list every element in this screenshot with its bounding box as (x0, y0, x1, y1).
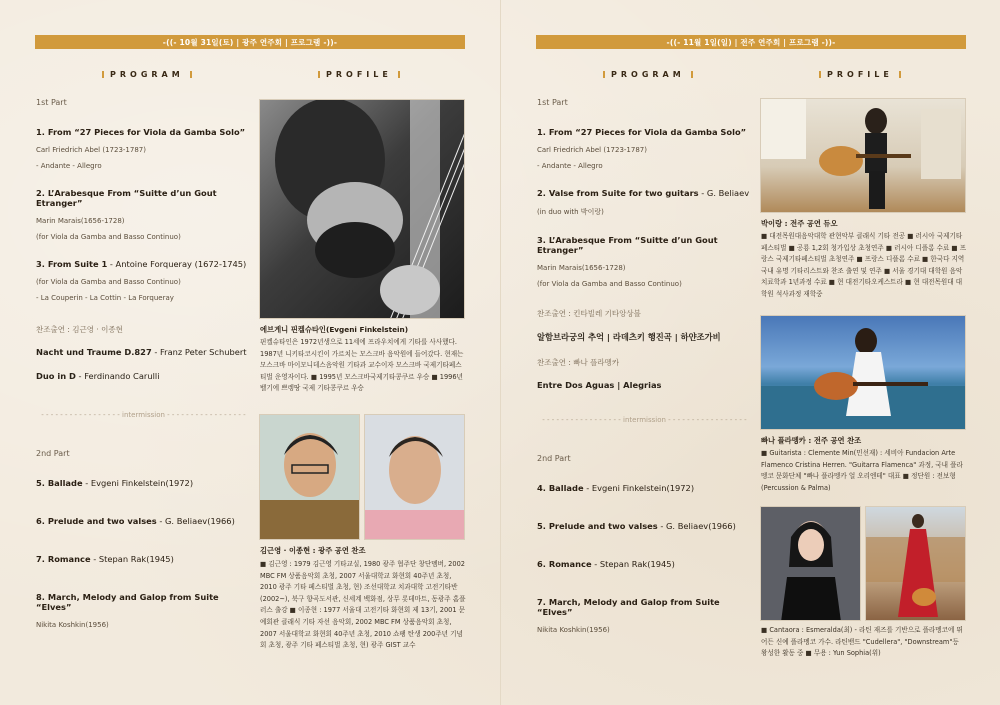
program-item (537, 521, 752, 531)
item-sub: (for Viola da Gamba and Basso Continuo) (537, 280, 682, 288)
item-title: 4. Ballade - Evgeni Finkelstein(1972) (537, 483, 695, 493)
profile1-title: 에브게니 핀켈슈타인(Evgeni Finkelstein) (260, 325, 409, 334)
cantaora-photo (760, 506, 861, 621)
kim-photo (259, 414, 360, 540)
lee-photo (364, 414, 465, 540)
dancer-photo (865, 506, 966, 621)
item-sub: (in duo with 박이랑) (537, 208, 604, 216)
item-title: 1. From “27 Pieces for Viola da Gamba Solo” (36, 127, 246, 137)
item-title: 6. Romance - Stepan Rak(1945) (537, 559, 675, 569)
item-sub: Nikita Koshkin(1956) (537, 626, 610, 634)
profile2-title: 김근영 · 이종현 : 광주 공연 찬조 (260, 546, 366, 555)
program-item (36, 259, 251, 302)
profile1-body: 핀켈슈타인은 1972년생으로 11세에 프라우치에게 기타를 사사했다. 1987년 니키타코시킨이 가르치는 모스크바 음악원에 들어갔다. 현재는 모스크바 마이모니데스음악원 기타과 교수이자 모스크바 국제기타페스티벌 운영자이다. ■ 1995년 모스크바국제기타콩쿠르 우승 ■ 1996년 벨기에 쁘렝땅 국제 기타콩쿠르 우승 (260, 338, 464, 393)
item-sub: - Andante - Allegro (36, 162, 102, 170)
item-title: 5. Prelude and two valses - G. Beliaev(1966) (537, 521, 736, 531)
item-title: 2. L’Arabesque From “Suitte d’un Gout Etranger” (36, 188, 217, 208)
profile1-body: ■ 대전목원대음악대학 관현악부 클래식 기타 전공 ■ 러시아 국제기타 페스티벌 ■ 공룡 1,2회 청가입상 초청연주 ■ 러시아 디플롬 수료 ■ 프랑스 국제기타페스티벌 초청연주 ■ 프랑스 디플롬 수료 ■ 한국다 지역 국내 유명 기타리스트와 찬조 출연 및 연주 ■ 서울 경기대 대학원 음악치료학과 1년과정 수료 ■ 현 대전기타오케스트라 ■ 현 대전목원대 대학원 석사과정 재학중 (761, 232, 967, 298)
item-title: 8. March, Melody and Galop from Suite “Elves” (36, 592, 219, 612)
profile3-body: ■ Cantaora : Esmeralda(최) - 라틴 재즈를 기반으로 플라멩코에 뛰어든 신예 플라멩코 가수. 라틴밴드 "Cudellera", "Downstream"등 왕성한 활동 중 ■ 무용 : Yun Sophia(위) (761, 626, 963, 658)
guest-label: 찬조출연 : 김근영 · 이종현 (36, 325, 123, 334)
item-sub: - La Couperin - La Cottin - La Forqueray (36, 294, 174, 302)
profile2-body: ■ Guitarista : Clemente Min(민선재) : 세비아 Fundacion Arte Flamenco Cristina Herren. "Guitarra Flamenca" 과정, 국내 플라멩코 문화단체 "빠나 플라멩카 얼 오리엔테" 대표 ■ 정단원 : 전보형 (Percussion & Palma) (761, 449, 963, 492)
program-item (36, 188, 251, 241)
item-sub: Marin Marais(1656-1728) (36, 217, 125, 225)
guest-label: 찬조출연 : 빠나 플라멩카 (537, 358, 620, 367)
item-sub: - Andante - Allegro (537, 162, 603, 170)
item-sub: Carl Friedrich Abel (1723-1787) (36, 146, 146, 154)
program-item (537, 483, 752, 493)
profile2-body: ■ 김근영 : 1979 김근영 기타교실, 1980 광주 협주단 창단멤버, 2002 MBC FM 상품음악회 초청, 2007 서울대학교 화현회 40주년 초청, 2010 광주 기타 페스티벌 초청, 현) 조선대학교 치과대학 고전기타반(2002~), 북구 향곡도서관, 신세계 백화점, 상무 롯데마트, 동광주 홈플러스 출강 ■ 이종현 : 1977 서울대 고전기타 화현회 제 13기, 2001 문예회관 클래식 기타 자선 음악회, 2002 MBC FM 상품음악회 초청, 2007 서울대학교 화현회 40주년 초청, 2010 쇼팽 탄생 200주년 기념회 초청, 광주 기타 페스티벌 초청, 현) 광주 GIST 교수 (260, 560, 466, 650)
finkelstein-photo (259, 99, 465, 319)
item-sub: Marin Marais(1656-1728) (537, 264, 626, 272)
guest-item: Duo in D - Ferdinando Carulli (36, 371, 160, 381)
right-program-heading: PROGRAM (597, 70, 699, 79)
guest-line: 알함브라궁의 추억 | 라데츠키 행진곡 | 하얀조가비 (537, 332, 721, 342)
part-label: 2nd Part (537, 454, 571, 463)
guest-item: Nacht und Traume D.827 - Franz Peter Schubert (36, 347, 247, 357)
program-item (36, 127, 251, 170)
item-title: 7. Romance - Stepan Rak(1945) (36, 554, 174, 564)
item-sub: Carl Friedrich Abel (1723-1787) (537, 146, 647, 154)
left-profile-heading: PROFILE (312, 70, 406, 79)
intermission-divider: - - - - - - - - - - - - - - - - - intermission - - - - - - - - - - - - - - - - - (41, 411, 246, 419)
program-item (36, 516, 251, 526)
program-item (537, 559, 752, 569)
program-item (36, 478, 251, 488)
item-title: 2. Valse from Suite for two guitars - G. Beliaev (537, 188, 750, 198)
park-photo (760, 98, 966, 213)
item-title: 1. From “27 Pieces for Viola da Gamba Solo” (537, 127, 747, 137)
item-sub: Nikita Koshkin(1956) (36, 621, 109, 629)
item-title: 6. Prelude and two valses - G. Beliaev(1966) (36, 516, 235, 526)
item-title: 7. March, Melody and Galop from Suite “Elves” (537, 597, 720, 617)
left-program-list (36, 98, 251, 647)
program-item (537, 597, 752, 634)
item-title: 3. From Suite 1 - Antoine Forqueray (1672-1745) (36, 259, 247, 269)
right-program-list (537, 98, 752, 652)
left-banner: -((- 10월 31일(토) | 광주 연주회 | 프로그램 -))- (35, 35, 465, 49)
right-profile-heading: PROFILE (813, 70, 907, 79)
program-item (36, 554, 251, 564)
item-sub: (for Viola da Gamba and Basso Continuo) (36, 233, 181, 241)
program-item (537, 188, 752, 217)
right-page (500, 0, 1000, 705)
item-sub: (for Viola da Gamba and Basso Continuo) (36, 278, 181, 286)
panna-photo (760, 315, 966, 430)
part-label: 2nd Part (36, 449, 70, 458)
part-label: 1st Part (537, 98, 568, 107)
left-program-heading: PROGRAM (96, 70, 198, 79)
right-banner: -((- 11월 1일(일) | 전주 연주회 | 프로그램 -))- (536, 35, 966, 49)
item-title: 3. L’Arabesque From “Suitte d’un Gout Etranger” (537, 235, 718, 255)
program-item (36, 592, 251, 629)
item-title: 5. Ballade - Evgeni Finkelstein(1972) (36, 478, 194, 488)
profile1-title: 박이랑 : 전주 공연 듀오 (761, 219, 838, 228)
program-item (537, 235, 752, 288)
program-item (537, 127, 752, 170)
part-label: 1st Part (36, 98, 67, 107)
guest-line: Entre Dos Aguas | Alegrias (537, 380, 662, 390)
profile2-title: 빠나 플라멩카 : 전주 공연 찬조 (761, 436, 862, 445)
intermission-divider: - - - - - - - - - - - - - - - - - intermission - - - - - - - - - - - - - - - - - (542, 416, 747, 424)
guest-label: 찬조출연 : 킨타빌레 기타앙상블 (537, 309, 641, 318)
